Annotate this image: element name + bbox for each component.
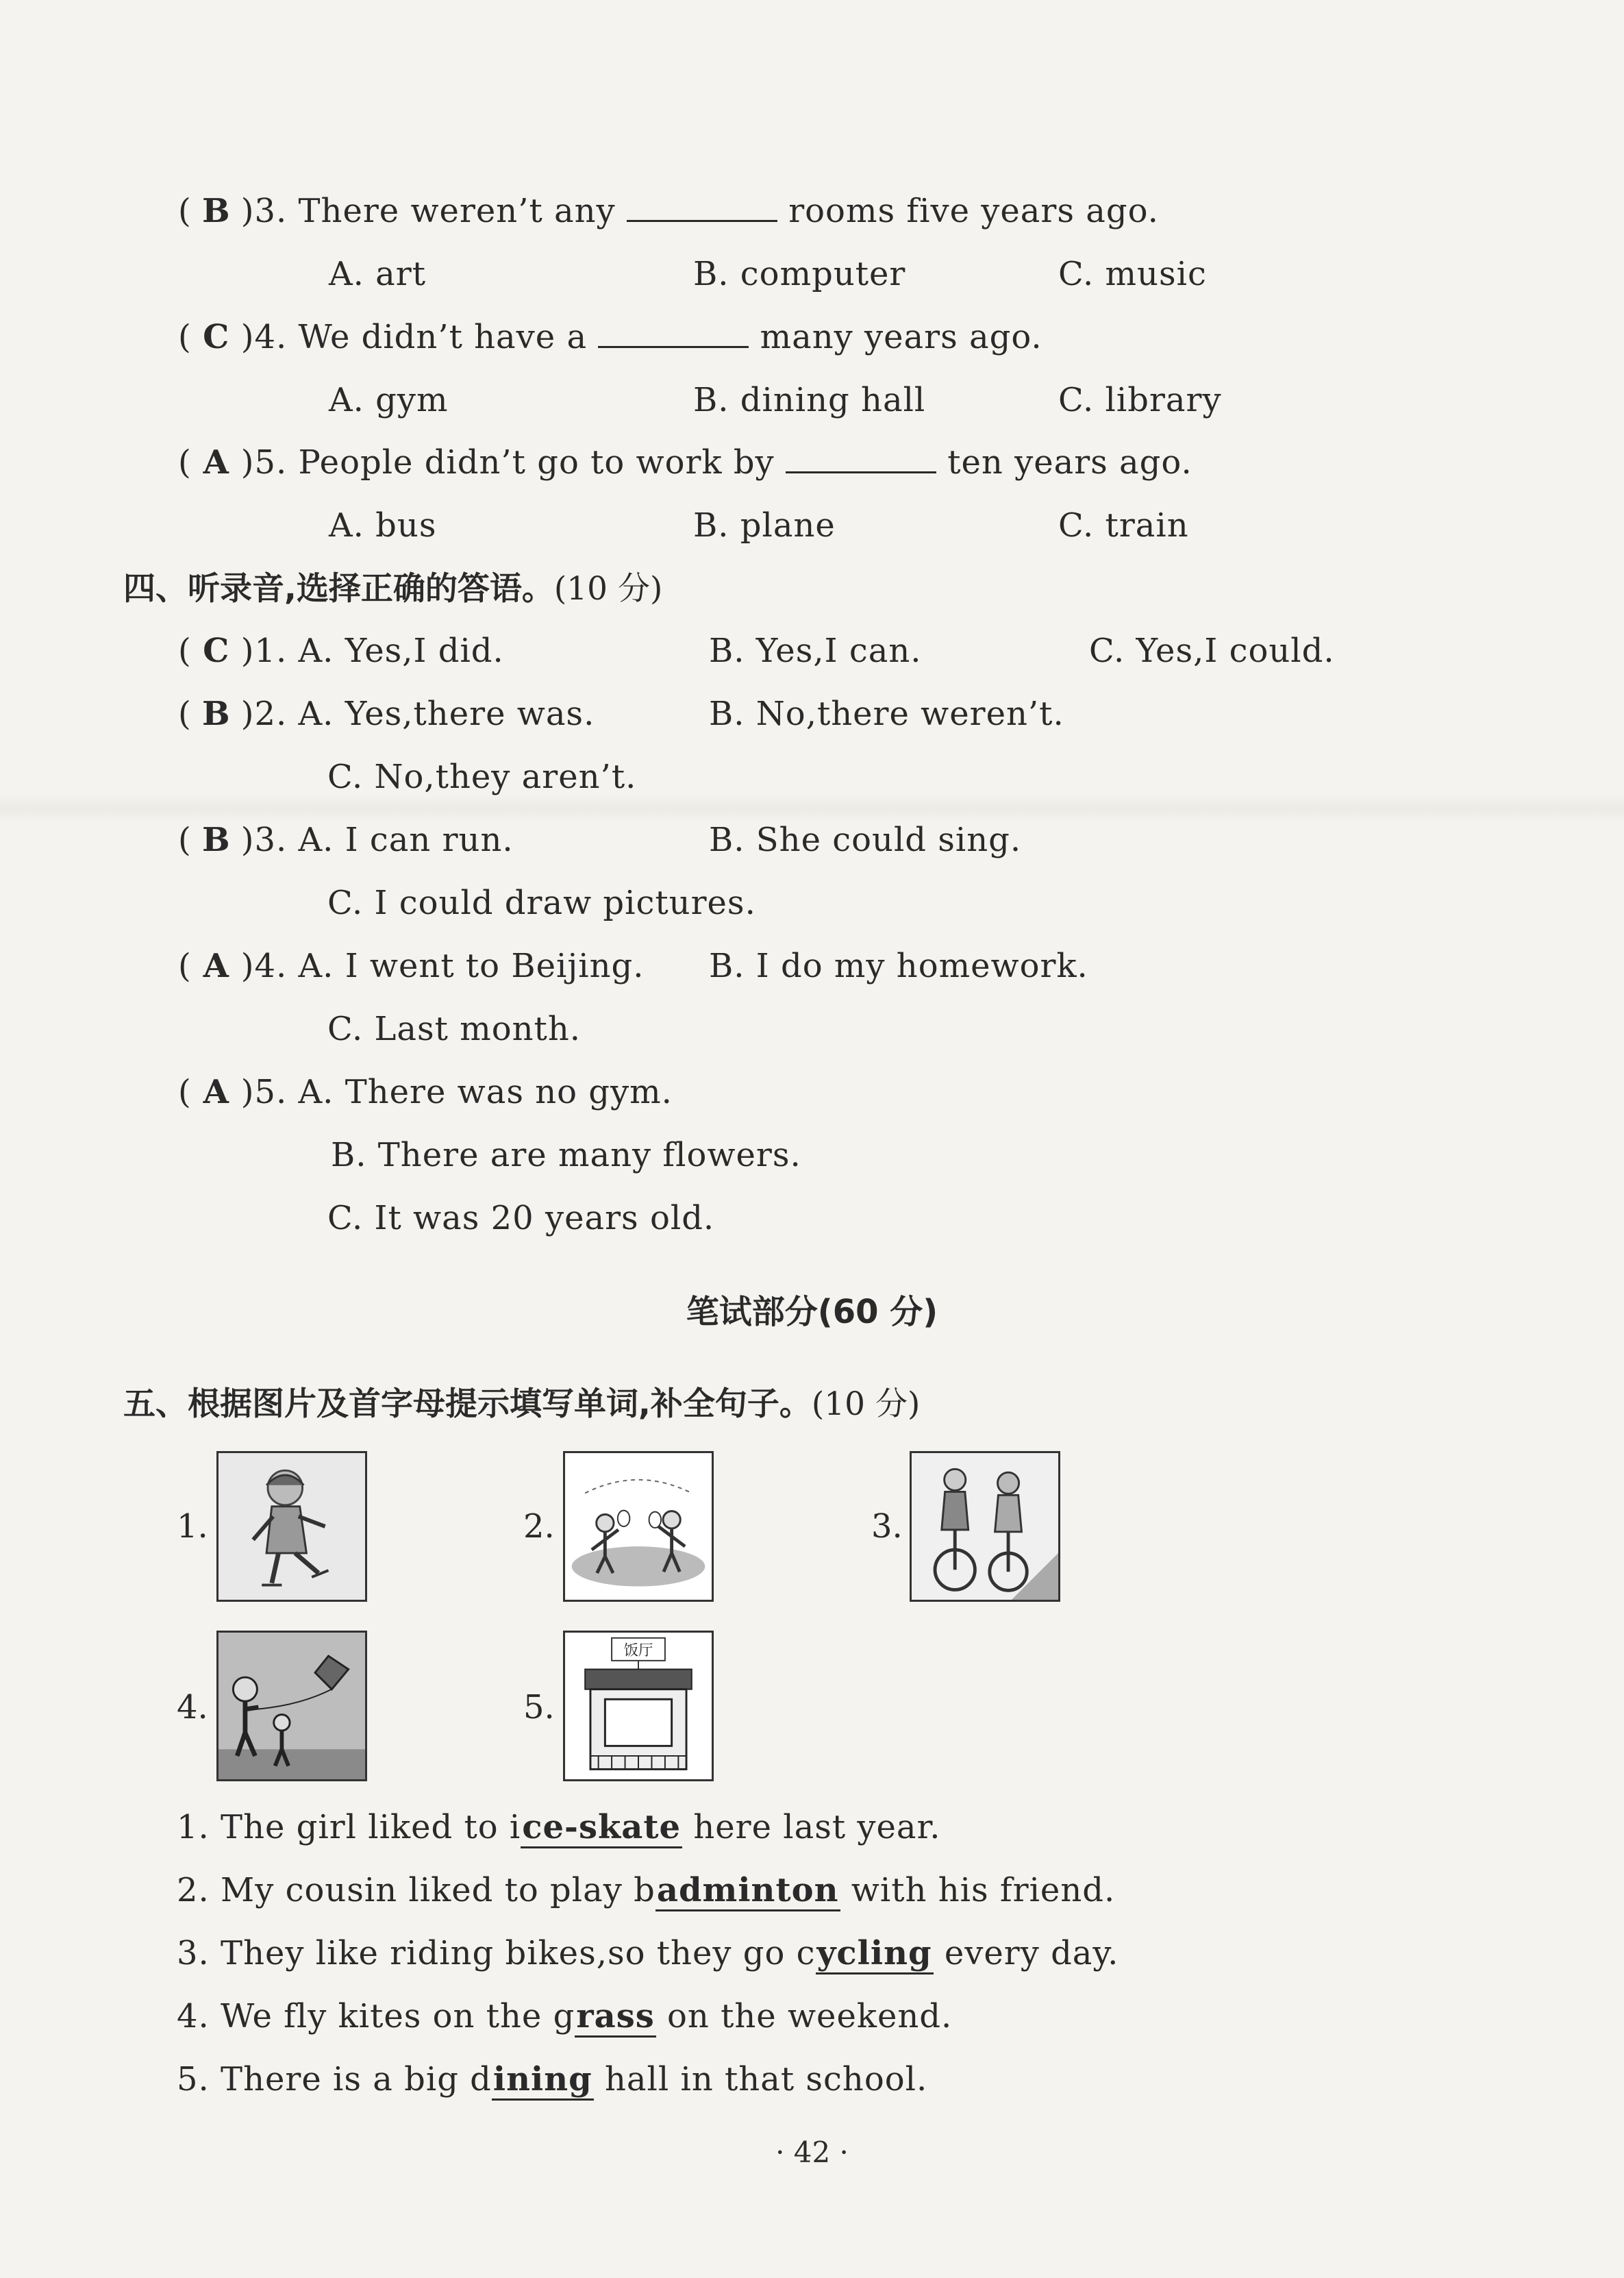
s4-q1: ( C )1. A. Yes,I did. (178, 632, 504, 670)
s4-q5-option-b: B. There are many flowers. (331, 1136, 801, 1174)
blank-line (598, 319, 749, 348)
s4-q1-option-b: B. Yes,I can. (709, 632, 922, 670)
s3-q5-option-c: C. train (1058, 506, 1189, 545)
answer-mark: C (203, 632, 230, 670)
answer-mark: A (203, 947, 229, 985)
answer-mark: A (203, 1073, 229, 1111)
answer-mark: B (201, 192, 231, 230)
picture-number-4: 4. (177, 1688, 208, 1726)
scan-fold-mark (0, 795, 1624, 822)
s3-q4-option-a: A. gym (329, 381, 449, 419)
s5-sentence-5: 5. There is a big dining hall in that school. (177, 2059, 927, 2100)
picture-number-5: 5. (523, 1688, 555, 1726)
s4-q2-option-b: B. No,there weren’t. (709, 695, 1064, 733)
page-number: · 42 · (775, 2135, 849, 2169)
s3-q4-option-c: C. library (1058, 381, 1222, 419)
answer-mark: B (201, 821, 231, 859)
answer-mark: B (201, 695, 231, 733)
s4-q3: ( B )3. A. I can run. (178, 821, 514, 859)
s3-q3-option-c: C. music (1058, 255, 1207, 293)
s4-q3-option-b: B. She could sing. (709, 821, 1022, 859)
s3-q3-stem: ( B )3. There weren’t any rooms five years ago. (178, 192, 1159, 230)
dining-hall-sign-text: 饭厅 (623, 1642, 653, 1660)
filled-answer: ining (492, 2060, 594, 2101)
s4-q2-option-c: C. No,they aren’t. (327, 758, 637, 796)
s3-q5-option-b: B. plane (693, 506, 836, 545)
section5-heading: 五、根据图片及首字母提示填写单词,补全句子。(10 分) (123, 1385, 921, 1423)
picture-kite-flying (216, 1631, 367, 1781)
section4-heading: 四、听录音,选择正确的答语。(10 分) (123, 570, 663, 608)
picture-number-2: 2. (523, 1507, 555, 1546)
s4-q4: ( A )4. A. I went to Beijing. (178, 947, 645, 985)
picture-number-1: 1. (177, 1507, 208, 1546)
filled-answer: adminton (655, 1871, 840, 1911)
s3-q5-option-a: A. bus (329, 506, 437, 545)
s5-sentence-1: 1. The girl liked to ice-skate here last year. (177, 1807, 940, 1848)
answer-mark: C (203, 318, 230, 356)
s5-sentence-3: 3. They like riding bikes,so they go cycling every day. (177, 1933, 1119, 1974)
s3-q3-option-a: A. art (329, 255, 427, 293)
filled-answer: ce-skate (521, 1808, 682, 1848)
filled-answer: rass (575, 1997, 655, 2038)
s5-sentence-4: 4. We fly kites on the grass on the weekend. (177, 1996, 952, 2037)
s3-q4-stem: ( C )4. We didn’t have a many years ago. (178, 318, 1042, 356)
s4-q4-option-b: B. I do my homework. (709, 947, 1088, 985)
picture-dining-hall (563, 1631, 714, 1781)
picture-ice-skating-girl (216, 1451, 367, 1602)
s3-q5-stem: ( A )5. People didn’t go to work by ten years ago. (178, 443, 1192, 482)
answer-mark: A (203, 443, 229, 482)
picture-number-3: 3. (871, 1507, 903, 1546)
s4-q5-option-c: C. It was 20 years old. (327, 1199, 715, 1237)
blank-line (786, 444, 936, 473)
written-part-title: 笔试部分(60 分) (686, 1293, 938, 1331)
s4-q2: ( B )2. A. Yes,there was. (178, 695, 595, 733)
s4-q3-option-c: C. I could draw pictures. (327, 884, 756, 922)
s4-q1-option-c: C. Yes,I could. (1089, 632, 1335, 670)
blank-line (627, 193, 777, 222)
filled-answer: ycling (816, 1934, 934, 1974)
s5-sentence-2: 2. My cousin liked to play badminton with his friend. (177, 1870, 1115, 1911)
s3-q3-option-b: B. computer (693, 255, 906, 293)
s4-q4-option-c: C. Last month. (327, 1010, 581, 1048)
s3-q4-option-b: B. dining hall (693, 381, 926, 419)
picture-badminton-players (563, 1451, 714, 1602)
picture-cyclists (910, 1451, 1060, 1602)
s4-q5: ( A )5. A. There was no gym. (178, 1073, 673, 1111)
